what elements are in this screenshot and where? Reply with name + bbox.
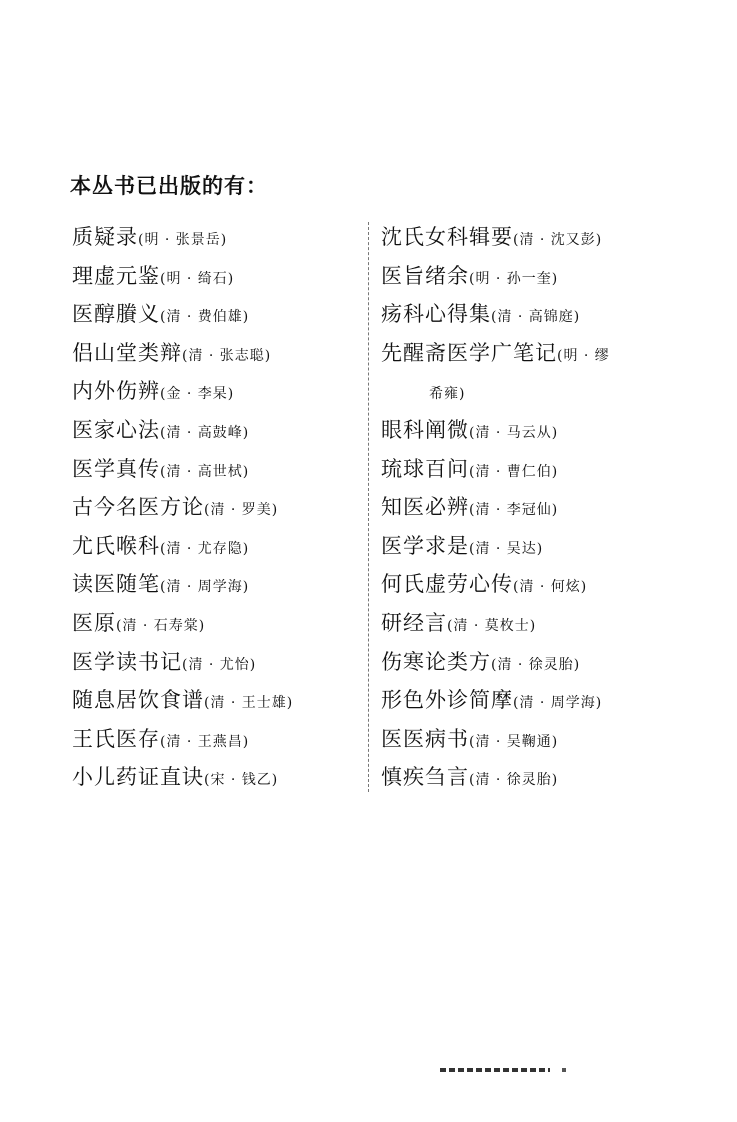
scan-artifact-dot xyxy=(562,1068,566,1072)
list-item xyxy=(381,257,681,296)
book-author: (明 · 缪 xyxy=(557,347,610,364)
list-item xyxy=(72,643,362,682)
book-author: (清 · 吴达) xyxy=(469,540,544,557)
book-author: (清 · 王士雄) xyxy=(204,695,294,712)
list-item xyxy=(72,565,362,604)
book-title: 王氏医存 xyxy=(72,726,160,751)
book-author: (金 · 李杲) xyxy=(160,386,235,403)
column-divider xyxy=(368,222,369,792)
book-author: (清 · 罗美) xyxy=(204,502,279,519)
book-author: (清 · 莫枚士) xyxy=(447,617,537,634)
book-title: 慎疾刍言 xyxy=(381,765,469,790)
book-title: 侣山堂类辩 xyxy=(72,340,182,365)
list-item xyxy=(72,411,362,450)
book-author: (明 · 孙一奎) xyxy=(469,270,559,287)
book-author: 希雍) xyxy=(429,386,466,403)
book-title: 医学读书记 xyxy=(72,649,182,674)
book-author: (清 · 高鼓峰) xyxy=(160,424,250,441)
book-author: (明 · 绮石) xyxy=(160,270,235,287)
list-item xyxy=(381,643,681,682)
list-item xyxy=(381,604,681,643)
book-title: 形色外诊简摩 xyxy=(381,688,513,713)
list-item xyxy=(381,758,681,797)
list-item xyxy=(381,720,681,759)
book-title: 随息居饮食谱 xyxy=(72,688,204,713)
book-title: 研经言 xyxy=(381,610,447,635)
list-item xyxy=(72,372,362,411)
list-item xyxy=(72,681,362,720)
scan-artifact-mark xyxy=(440,1068,550,1072)
book-author: (清 · 周学海) xyxy=(513,695,603,712)
list-item xyxy=(72,257,362,296)
list-item xyxy=(381,334,681,373)
book-title: 质疑录 xyxy=(72,225,138,249)
book-author: (清 · 吴鞠通) xyxy=(469,733,559,750)
book-title: 眼科阐微 xyxy=(381,417,469,442)
list-heading: 本丛书已出版的有： xyxy=(70,174,268,198)
book-author: (清 · 周学海) xyxy=(160,579,250,596)
list-item xyxy=(381,488,681,527)
list-item xyxy=(72,488,362,527)
book-author: (清 · 徐灵胎) xyxy=(469,772,559,789)
book-title: 古今名医方论 xyxy=(72,495,204,520)
list-item xyxy=(381,527,681,566)
book-title: 琉球百问 xyxy=(381,456,469,481)
book-author: (清 · 王燕昌) xyxy=(160,733,250,750)
book-title: 医学求是 xyxy=(381,533,469,558)
left-book-list xyxy=(72,218,362,797)
book-author: (清 · 徐灵胎) xyxy=(491,656,581,673)
book-title: 小儿药证直诀 xyxy=(72,765,204,790)
book-author: (清 · 石寿棠) xyxy=(116,617,206,634)
book-title: 知医必辨 xyxy=(381,495,469,520)
book-title: 读医随笔 xyxy=(72,572,160,597)
book-author: (清 · 费伯雄) xyxy=(160,309,250,326)
list-item xyxy=(381,411,681,450)
book-title: 伤寒论类方 xyxy=(381,649,491,674)
list-item xyxy=(72,527,362,566)
book-title: 理虚元鉴 xyxy=(72,263,160,288)
book-author: (清 · 高锦庭) xyxy=(491,309,581,326)
book-author: (明 · 张景岳) xyxy=(138,232,228,248)
list-item xyxy=(72,604,362,643)
book-author: (清 · 张志聪) xyxy=(182,347,272,364)
list-item xyxy=(72,295,362,334)
book-author: (清 · 何炫) xyxy=(513,579,588,596)
list-item xyxy=(381,565,681,604)
book-title: 医学真传 xyxy=(72,456,160,481)
list-item xyxy=(72,218,362,257)
book-author: (清 · 曹仁伯) xyxy=(469,463,559,480)
list-item xyxy=(72,720,362,759)
list-item xyxy=(381,218,681,257)
book-author: (清 · 尤存隐) xyxy=(160,540,250,557)
list-item xyxy=(381,681,681,720)
book-author: (清 · 李冠仙) xyxy=(469,502,559,519)
book-author: (清 · 高世栻) xyxy=(160,463,250,480)
list-item xyxy=(381,295,681,334)
book-title: 医醇賸义 xyxy=(72,302,160,327)
list-item xyxy=(381,450,681,489)
list-item-continuation xyxy=(381,372,681,411)
book-title: 先醒斋医学广笔记 xyxy=(381,340,557,365)
book-title: 沈氏女科辑要 xyxy=(381,225,513,249)
book-title: 医家心法 xyxy=(72,417,160,442)
book-author: (清 · 马云从) xyxy=(469,424,559,441)
list-item xyxy=(72,334,362,373)
list-item xyxy=(72,450,362,489)
list-item xyxy=(72,758,362,797)
book-author: (清 · 尤怡) xyxy=(182,656,257,673)
book-title: 尤氏喉科 xyxy=(72,533,160,558)
book-title: 疡科心得集 xyxy=(381,302,491,327)
right-book-list xyxy=(381,218,681,797)
book-title: 医旨绪余 xyxy=(381,263,469,288)
book-title: 何氏虚劳心传 xyxy=(381,572,513,597)
book-author: (宋 · 钱乙) xyxy=(204,772,279,789)
book-title: 内外伤辨 xyxy=(72,379,160,404)
book-title: 医医病书 xyxy=(381,726,469,751)
book-author: (清 · 沈又彭) xyxy=(513,232,603,248)
book-title: 医原 xyxy=(72,610,116,635)
